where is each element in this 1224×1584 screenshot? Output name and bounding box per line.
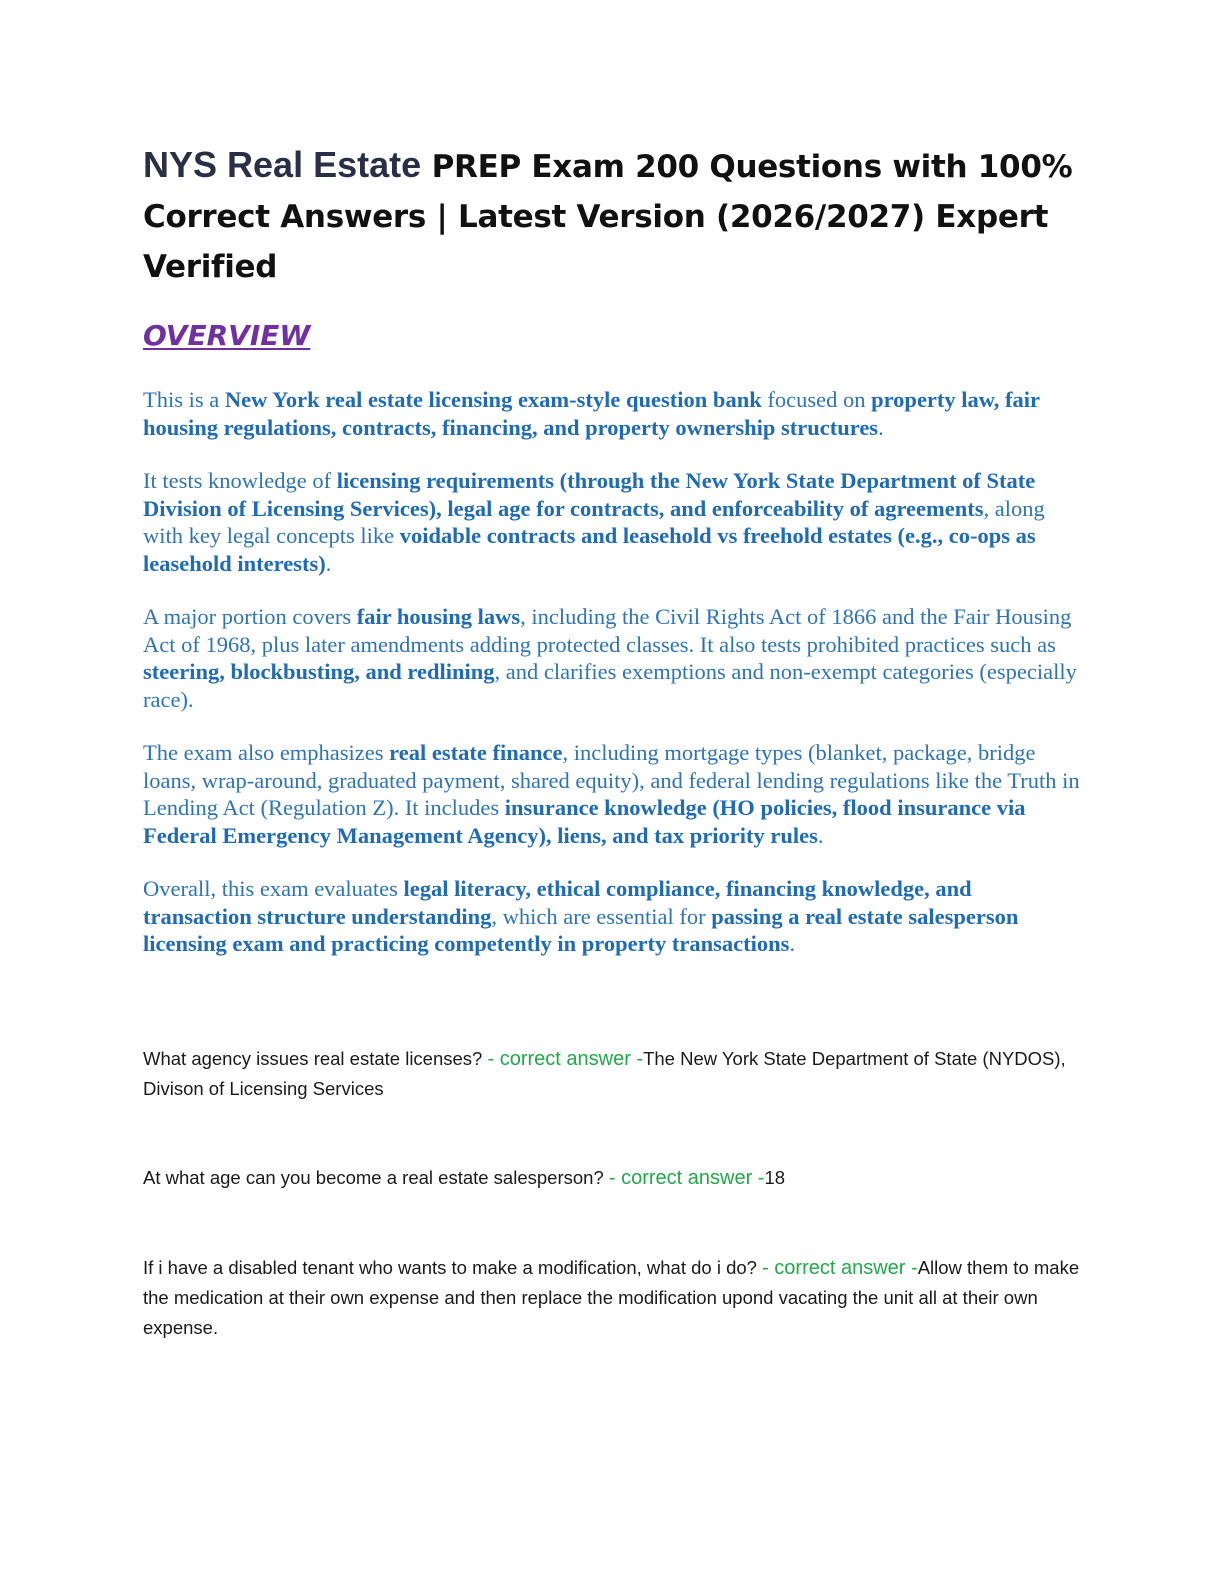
overview-paragraph: Overall, this exam evaluates legal literacy, ethical compliance, financing knowledge, and transaction structure understanding, which are essential for passing a real estate salesperson licensing exam and practicing competently in property transactions.	[143, 876, 1019, 956]
overview-heading: OVERVIEW	[143, 319, 311, 352]
question-text: What agency issues real estate licenses?	[143, 1047, 488, 1069]
overview-paragraph: A major portion covers fair housing laws, including the Civil Rights Act of 1866 and the Fair Housing Act of 1968, plus later amendments adding protected classes. It also tests prohibited practices such as steering, blockbusting, and redlining, and clarifies exemptions and non-exempt categories (especially race).	[143, 604, 1077, 712]
question-answer-item	[143, 1163, 1083, 1193]
correct-answer-marker: - correct answer -	[487, 1047, 644, 1070]
title-prefix: NYS Real Estate	[143, 144, 422, 185]
correct-answer-marker: - correct answer -	[608, 1166, 765, 1189]
overview-paragraph: The exam also emphasizes real estate finance, including mortgage types (blanket, package, bridge loans, wrap-around, graduated payment, shared equity), and federal lending regulations like the Truth in Lending Act (Regulation Z). It includes insurance knowledge (HO policies, flood insurance via Federal Emergency Management Agency), liens, and tax priority rules.	[143, 740, 1080, 848]
question-text: If i have a disabled tenant who wants to make a modification, what do i do?	[143, 1256, 763, 1278]
overview-paragraph: This is a New York real estate licensing exam-style question bank focused on property law, fair housing regulations, contracts, financing, and property ownership structures.	[143, 387, 1040, 440]
document-title	[143, 140, 1083, 292]
question-answer-item	[143, 1253, 1083, 1343]
correct-answer-marker: - correct answer -	[762, 1256, 918, 1279]
answer-text: 18	[764, 1166, 786, 1188]
document-page	[143, 140, 1083, 1343]
overview-paragraph: It tests knowledge of licensing requirements (through the New York State Department of State Division of Licensing Services), legal age for contracts, and enforceability of agreements, along with key legal concepts like voidable contracts and leasehold vs freehold estates (e.g., co-ops as leasehold interests).	[143, 468, 1045, 576]
title-rest: PREP Exam 200 Questions with 100% Correct Answers | Latest Version (2026/2027) Expert Verified	[143, 149, 1073, 285]
answer-text: Allow them to make the medication at their own expense and then replace the modification upond vacating the unit all at their own expense.	[143, 1256, 1080, 1338]
question-text: At what age can you become a real estate salesperson?	[143, 1166, 609, 1188]
answer-text: The New York State Department of State (NYDOS), Divison of Licensing Services	[143, 1047, 1066, 1099]
question-answer-item	[143, 1044, 1083, 1104]
